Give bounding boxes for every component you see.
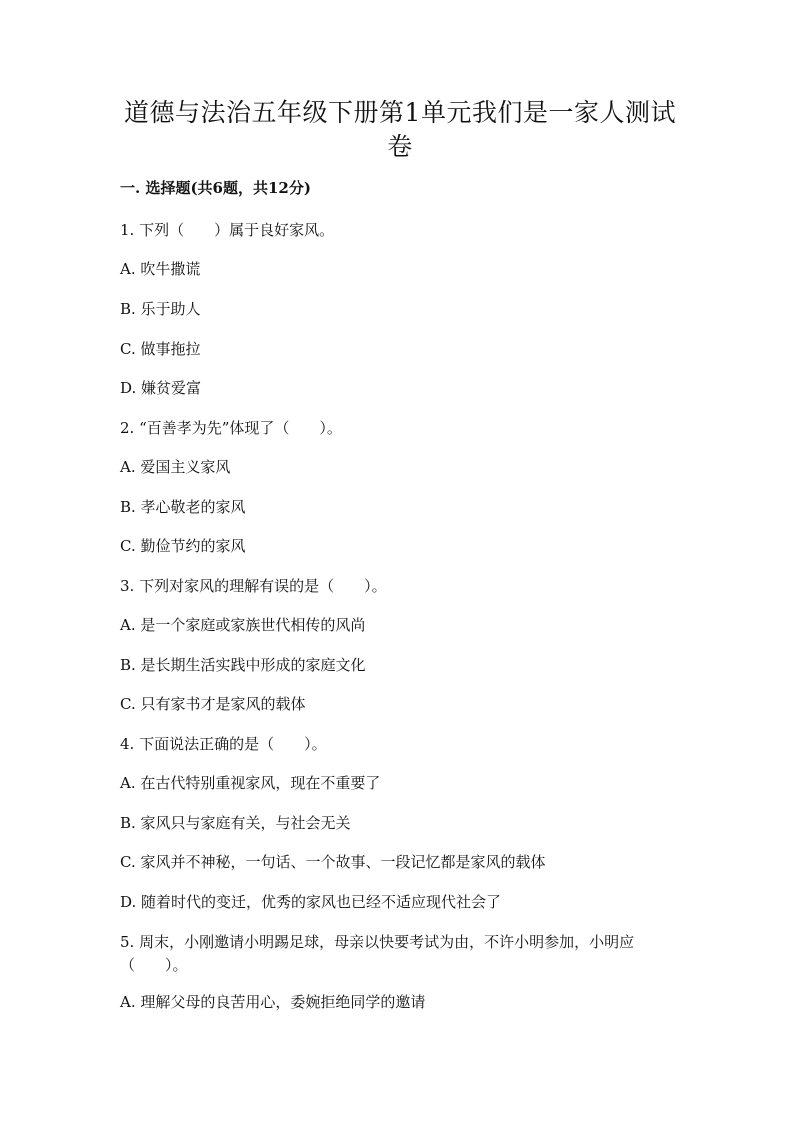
answer-option: C. 做事拖拉 bbox=[120, 340, 201, 358]
question-stem: 4. 下面说法正确的是（ ）。 bbox=[120, 735, 327, 753]
answer-option: B. 乐于助人 bbox=[120, 300, 201, 318]
answer-option: B. 家风只与家庭有关，与社会无关 bbox=[120, 814, 351, 832]
answer-option: B. 是长期生活实践中形成的家庭文化 bbox=[120, 656, 366, 674]
answer-option: A. 是一个家庭或家族世代相传的风尚 bbox=[120, 616, 366, 634]
answer-option: A. 在古代特别重视家风，现在不重要了 bbox=[120, 774, 381, 792]
question-stem: 1. 下列（ ）属于良好家风。 bbox=[120, 221, 335, 239]
answer-option: C. 家风并不神秘，一句话、一个故事、一段记忆都是家风的载体 bbox=[120, 853, 546, 871]
page-title: 道德与法治五年级下册第1单元我们是一家人测试卷 bbox=[124, 98, 676, 161]
question-stem: 3. 下列对家风的理解有误的是（ ）。 bbox=[120, 577, 387, 595]
answer-option: D. 嫌贫爱富 bbox=[120, 379, 202, 397]
answer-option: A. 理解父母的良苦用心，委婉拒绝同学的邀请 bbox=[120, 993, 426, 1011]
answer-option: C. 只有家书才是家风的载体 bbox=[120, 695, 306, 713]
answer-option: A. 爱国主义家风 bbox=[120, 458, 231, 476]
question-stem: 5. 周末，小刚邀请小明踢足球，母亲以快要考试为由，不许小明参加，小明应（ ）。 bbox=[120, 933, 635, 974]
answer-option: C. 勤俭节约的家风 bbox=[120, 537, 246, 555]
answer-option: D. 随着时代的变迁，优秀的家风也已经不适应现代社会了 bbox=[120, 893, 502, 911]
answer-option: B. 孝心敬老的家风 bbox=[120, 498, 246, 516]
section-heading: 一. 选择题(共6题，共12分) bbox=[120, 179, 311, 197]
answer-option: A. 吹牛撒谎 bbox=[120, 260, 201, 278]
question-stem: 2. “百善孝为先”体现了（ ）。 bbox=[120, 419, 342, 437]
